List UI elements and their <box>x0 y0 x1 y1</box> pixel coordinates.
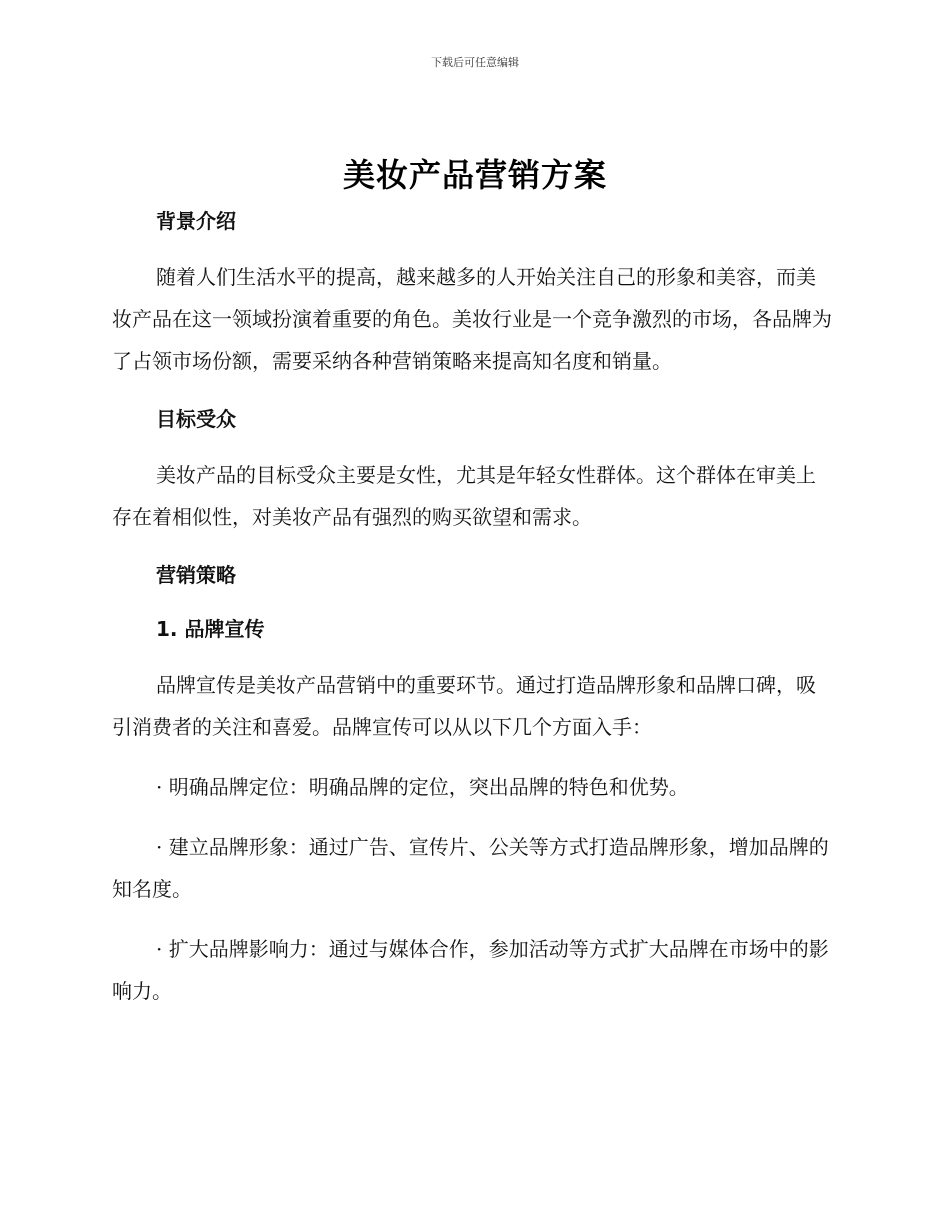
paragraph-brand-promotion: 品牌宣传是美妆产品营销中的重要环节。通过打造品牌形象和品牌口碑，吸引消费者的关注和喜爱。品牌宣传可以从以下几个方面入手： <box>112 673 816 739</box>
page-header: 下载后可任意编辑 <box>431 56 519 69</box>
heading-audience: 目标受众 <box>156 407 236 431</box>
document-title: 美妆产品营销方案 <box>342 156 607 194</box>
bullet-brand-influence: · 扩大品牌影响力：通过与媒体合作，参加活动等方式扩大品牌在市场中的影响力。 <box>112 937 829 1003</box>
heading-brand-promotion: 1. 品牌宣传 <box>156 617 265 641</box>
bullet-brand-image: · 建立品牌形象：通过广告、宣传片、公关等方式打造品牌形象，增加品牌的知名度。 <box>112 835 829 901</box>
bullet-brand-positioning: · 明确品牌定位：明确品牌的定位，突出品牌的特色和优势。 <box>156 775 689 799</box>
heading-strategy: 营销策略 <box>156 563 236 587</box>
document-body <box>112 204 834 1012</box>
paragraph-audience: 美妆产品的目标受众主要是女性，尤其是年轻女性群体。这个群体在审美上存在着相似性，对美妆产品有强烈的购买欲望和需求。 <box>112 463 816 529</box>
heading-background: 背景介绍 <box>156 209 236 233</box>
paragraph-background: 随着人们生活水平的提高，越来越多的人开始关注自己的形象和美容，而美妆产品在这一领域扮演着重要的角色。美妆行业是一个竞争激烈的市场，各品牌为了占领市场份额，需要采纳各种营销策略来提高知名度和销量。 <box>112 265 832 373</box>
